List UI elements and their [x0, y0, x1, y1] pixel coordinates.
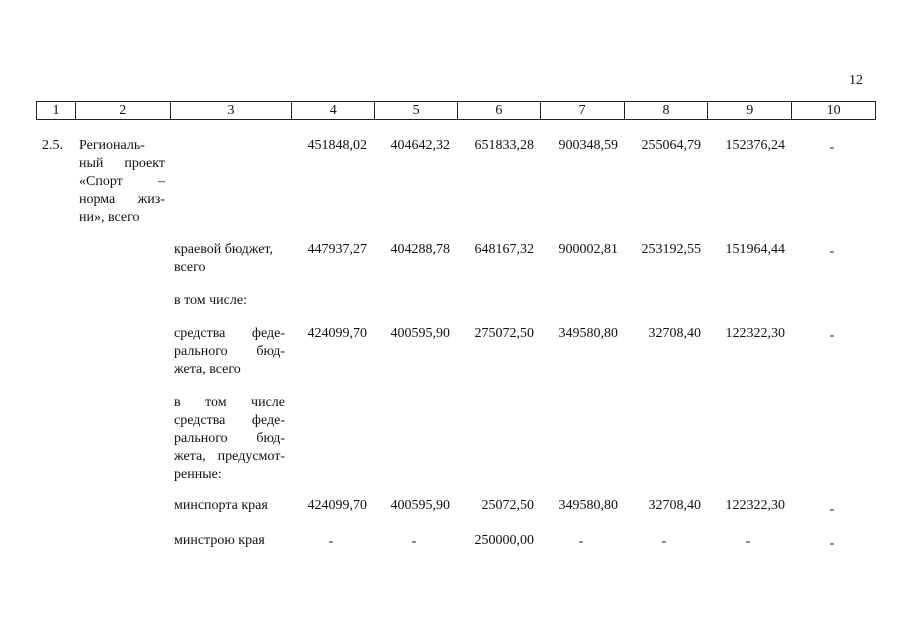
- value-col-7: 900348,59: [558, 138, 618, 153]
- row-name-line: ни», всего: [79, 210, 140, 225]
- value-col-4: 424099,70: [307, 498, 367, 513]
- value-col-6: 651833,28: [474, 138, 534, 153]
- header-col-4: 4: [291, 102, 374, 119]
- row-name-line: «Спорт –: [79, 174, 165, 189]
- value-col-9: 122322,30: [725, 498, 785, 513]
- value-col-10: -: [829, 502, 835, 517]
- row-name-line: ный проект: [79, 156, 165, 171]
- value-col-7: -: [578, 534, 584, 549]
- row-code: 2.5.: [42, 138, 63, 153]
- table-header-row: [36, 101, 876, 120]
- row-label: [174, 325, 285, 379]
- header-col-5: 5: [374, 102, 457, 119]
- header-col-2: 2: [75, 102, 170, 119]
- header-col-8: 8: [624, 102, 708, 119]
- header-col-7: 7: [540, 102, 624, 119]
- row-label-federal-incl: [174, 394, 285, 484]
- value-col-8: 32708,40: [648, 498, 701, 513]
- value-col-10: -: [829, 328, 835, 343]
- row-label-line: краевой бюджет,: [174, 242, 273, 257]
- value-col-6: 250000,00: [474, 533, 534, 548]
- value-col-4: 451848,02: [307, 138, 367, 153]
- header-col-6: 6: [457, 102, 540, 119]
- row-name-line: Региональ-: [79, 138, 145, 153]
- row-name-line: норма жиз-: [79, 192, 165, 207]
- row-label: минспорта края: [174, 498, 268, 513]
- value-col-8: -: [661, 534, 667, 549]
- row-label-line: рального бюд-: [174, 344, 285, 359]
- header-col-9: 9: [707, 102, 791, 119]
- row-label-line: жета, предусмот-: [174, 449, 285, 464]
- value-col-6: 648167,32: [474, 242, 534, 257]
- value-col-4: 424099,70: [307, 326, 367, 341]
- row-label-v-tom-chisle: в том числе:: [174, 293, 247, 308]
- value-col-4: 447937,27: [307, 242, 367, 257]
- header-col-10: 10: [791, 102, 875, 119]
- value-col-7: 349580,80: [558, 498, 618, 513]
- header-col-3: 3: [170, 102, 292, 119]
- row-label-line: в том числе: [174, 395, 285, 410]
- row-label-line: жета, всего: [174, 362, 241, 377]
- value-col-5: 404288,78: [390, 242, 450, 257]
- value-col-5: -: [411, 534, 417, 549]
- value-col-8: 253192,55: [641, 242, 701, 257]
- value-col-6: 25072,50: [481, 498, 534, 513]
- value-col-8: 32708,40: [648, 326, 701, 341]
- value-col-4: -: [328, 534, 334, 549]
- row-name: [79, 137, 165, 227]
- row-label-line: средства феде-: [174, 413, 285, 428]
- row-label-line: всего: [174, 260, 206, 275]
- value-col-9: 151964,44: [725, 242, 785, 257]
- row-label: минстрою края: [174, 533, 265, 548]
- value-col-10: -: [829, 244, 835, 259]
- value-col-9: 122322,30: [725, 326, 785, 341]
- value-col-7: 900002,81: [558, 242, 618, 257]
- value-col-10: -: [829, 140, 835, 155]
- value-col-9: -: [745, 534, 751, 549]
- value-col-9: 152376,24: [725, 138, 785, 153]
- value-col-7: 349580,80: [558, 326, 618, 341]
- value-col-8: 255064,79: [641, 138, 701, 153]
- row-label-line: средства феде-: [174, 326, 285, 341]
- row-label-line: ренные:: [174, 467, 222, 482]
- row-label: [174, 241, 286, 277]
- value-col-5: 404642,32: [390, 138, 450, 153]
- value-col-10: -: [829, 536, 835, 551]
- value-col-5: 400595,90: [390, 498, 450, 513]
- page-number: 12: [849, 73, 863, 88]
- value-col-5: 400595,90: [390, 326, 450, 341]
- row-label-line: рального бюд-: [174, 431, 285, 446]
- value-col-6: 275072,50: [474, 326, 534, 341]
- header-col-1: 1: [52, 103, 60, 118]
